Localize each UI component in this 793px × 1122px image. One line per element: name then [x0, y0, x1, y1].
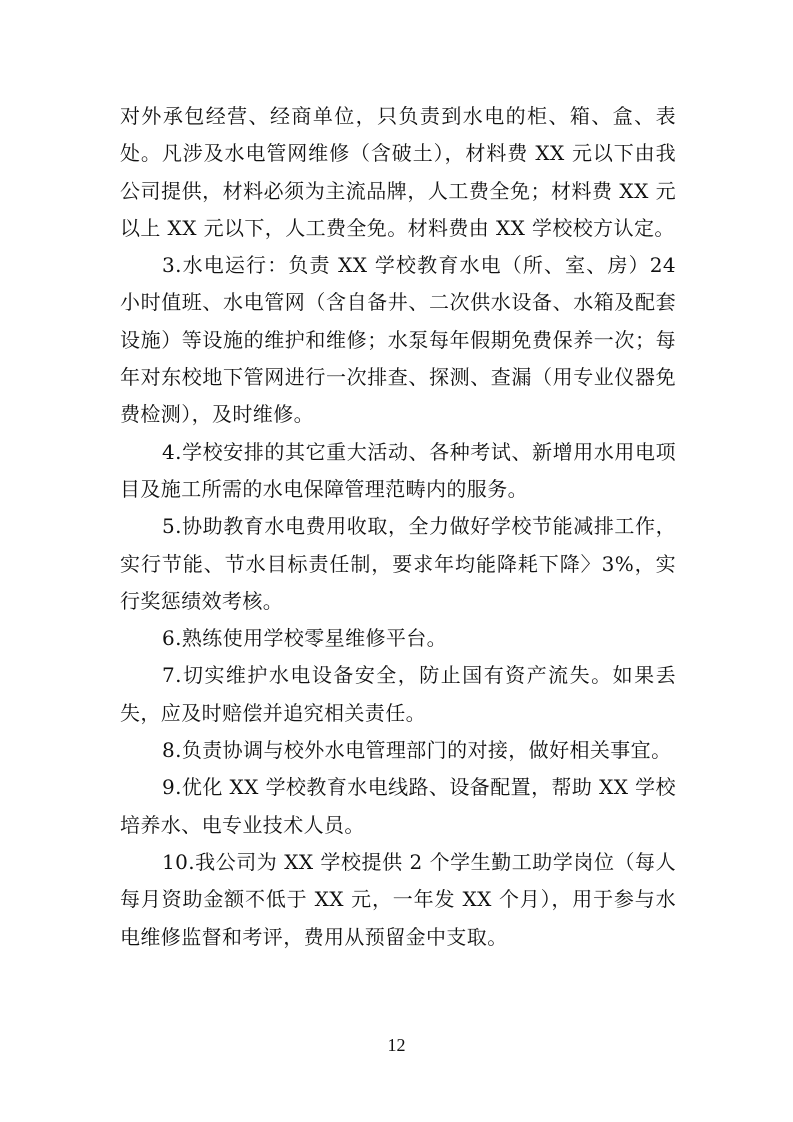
paragraph-item-4: 4.学校安排的其它重大活动、各种考试、新增用水用电项目及施工所需的水电保障管理范畴内的服务。 — [120, 439, 676, 501]
page-number: 12 — [387, 1035, 406, 1055]
paragraph-item-8: 8.负责协调与校外水电管理部门的对接，做好相关事宜。 — [162, 738, 672, 763]
paragraph-continuation: 对外承包经营、经商单位，只负责到水电的柜、箱、盒、表处。凡涉及水电管网维修（含破土），材料费 XX 元以下由我公司提供，材料必须为主流品牌，人工费全免；材料费 XX 元以上 XX 元以下，人工费全免。材料费由 XX 学校校方认定。 — [120, 104, 676, 240]
paragraph-item-6: 6.熟练使用学校零星维修平台。 — [162, 626, 448, 651]
paragraph-item-3: 3.水电运行：负责 XX 学校教育水电（所、室、房）24 小时值班、水电管网（含自备井、二次供水设备、水箱及配套设施）等设施的维护和维修；水泵每年假期免费保养一次；每年对东校地下管网进行一次排查、探测、查漏（用专业仪器免费检测），及时维修。 — [120, 253, 676, 427]
paragraph-item-7: 7.切实维护水电设备安全，防止国有资产流失。如果丢失，应及时赔偿并追究相关责任。 — [120, 663, 676, 725]
paragraph-item-9: 9.优化 XX 学校教育水电线路、设备配置，帮助 XX 学校培养水、电专业技术人员。 — [120, 775, 676, 837]
document-body — [120, 98, 676, 956]
paragraph-item-10: 10.我公司为 XX 学校提供 2 个学生勤工助学岗位（每人每月资助金额不低于 XX 元，一年发 XX 个月），用于参与水电维修监督和考评，费用从预留金中支取。 — [120, 849, 676, 949]
paragraph-item-5: 5.协助教育水电费用收取，全力做好学校节能减排工作，实行节能、节水目标责任制，要求年均能降耗下降〉3%，实行奖惩绩效考核。 — [120, 514, 676, 613]
